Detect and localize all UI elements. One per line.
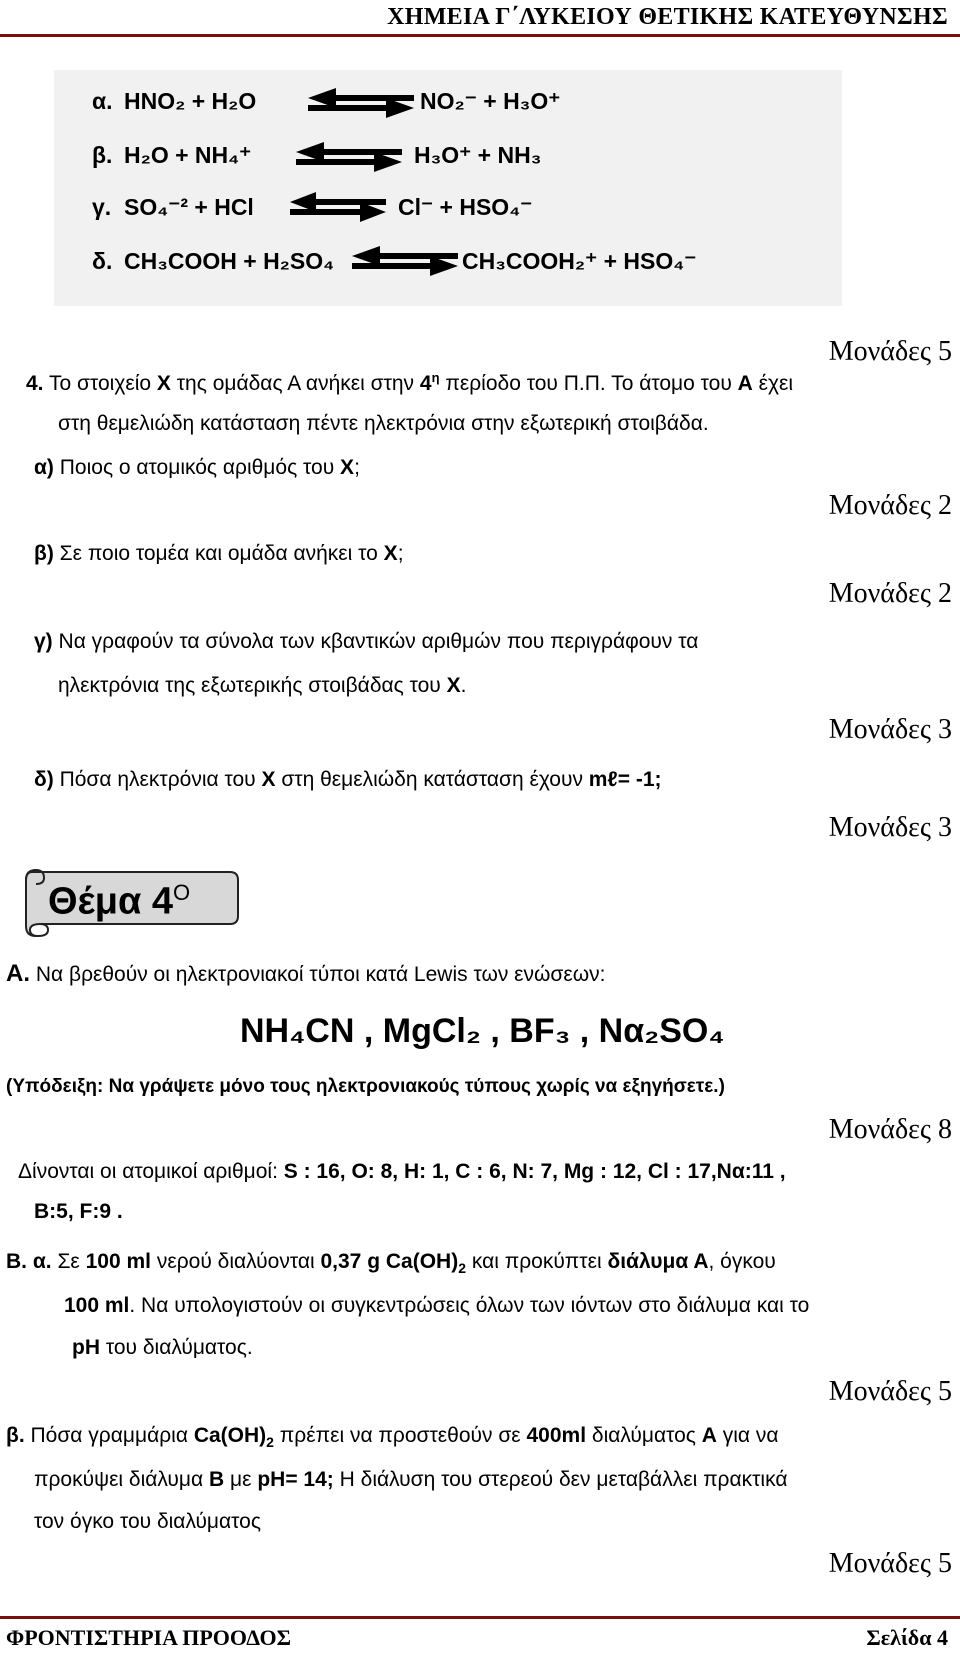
eq-b-right: H₃O⁺ + NH₃ [414,142,542,168]
eq-a-right: NO₂⁻ + H₃O⁺ [420,88,561,114]
eq-c-right: Cl⁻ + HSO₄⁻ [398,194,533,220]
partB-b-line3: τον όγκο του διαλύματος [34,1510,261,1533]
partB-a-line3: pH του διαλύματος. [72,1336,253,1359]
marks-label: Μονάδες 5 [828,1548,952,1579]
q4-c-line1: γ) Να γραφούν τα σύνολα των κβαντικών αριθμών που περιγράφουν τα [34,630,699,653]
eq-d-right: CH₃COOH₂⁺ + HSO₄⁻ [462,248,697,274]
partB-b-line2: προκύψει διάλυμα Β με pH= 14; Η διάλυση του στερεού δεν μεταβάλλει πρακτικά [34,1468,788,1491]
equilibrium-arrow-icon [350,244,460,278]
q4-line1: 4. Το στοιχείο X της ομάδας Α ανήκει στην $4^\eta$ περίοδο του Π.Π. Το άτομο του Α έχει [26,370,794,395]
partA-hint: (Υπόδειξη: Να γράψετε μόνο τους ηλεκτρονιακούς τύπους χωρίς να εξηγήσετε.) [6,1076,725,1097]
header-title: ΧΗΜΕΙΑ Γ΄ΛΥΚΕΙΟΥ ΘΕΤΙΚΗΣ ΚΑΤΕΥΘΥΝΣΗΣ [387,4,948,30]
equilibrium-arrow-icon [288,190,388,224]
q4-d: δ) Πόσα ηλεκτρόνια του X στη θεμελιώδη κατάσταση έχουν mℓ= -1; [34,768,662,791]
eq-a-left: HNO₂ + H₂O [124,88,257,114]
theme-title: Θέμα $4^O$ [48,880,191,923]
eq-b-label: β. [92,142,113,168]
eq-d-left: CH₃COOH + H₂SO₄ [124,248,335,274]
marks-label: Μονάδες 8 [828,1114,952,1145]
theme-banner [22,866,242,938]
eq-c-left: SO₄⁻² + HCl [124,194,254,220]
partB-a-line1: Β. α. Σε 100 ml νερού διαλύονται 0,37 g $Ca(OH)_2$ και προκύπτει διάλυμα Α, όγκου [6,1250,776,1277]
compounds-formula: NH₄CN , MgCl₂ , BF₃ , Να₂SO₄ [240,1012,725,1050]
header-rule [0,34,960,37]
footer-rule [0,1616,960,1619]
marks-label: Μονάδες 5 [828,336,952,367]
marks-label: Μονάδες 2 [828,578,952,609]
given-atomic-numbers-cont: B:5, F:9 . [34,1200,123,1223]
equilibrium-arrow-icon [294,140,404,174]
marks-label: Μονάδες 3 [828,812,952,843]
eq-c-label: γ. [92,194,112,220]
marks-label: Μονάδες 2 [828,490,952,521]
page-number: Σελίδα 4 [866,1625,948,1650]
marks-label: Μονάδες 5 [828,1376,952,1407]
eq-a-label: α. [92,88,113,114]
given-atomic-numbers: Δίνονται οι ατομικοί αριθμοί: S : 16, O: 8, H: 1, C : 6, N: 7, Mg : 12, Cl : 17,Να:11 , [18,1160,786,1183]
footer-left: ΦΡΟΝΤΙΣΤΗΡΙΑ ΠΡΟΟΔΟΣ [6,1625,292,1650]
equations-figure [54,70,842,306]
eq-d-label: δ. [92,248,113,274]
marks-label: Μονάδες 3 [828,714,952,745]
eq-b-left: H₂O + NH₄⁺ [124,142,252,168]
equilibrium-arrow-icon [306,86,416,120]
partA-prompt: Α. Να βρεθούν οι ηλεκτρονιακοί τύποι κατά Lewis των ενώσεων: [6,960,606,987]
partB-a-line2: 100 ml. Να υπολογιστούν οι συγκεντρώσεις όλων των ιόντων στο διάλυμα και το [64,1294,810,1317]
partB-b-line1: β. Πόσα γραμμάρια $Ca(OH)_2$ πρέπει να προστεθούν σε 400ml διαλύματος Α για να [6,1424,779,1451]
q4-a: α) Ποιος ο ατομικός αριθμός του X; [34,456,360,479]
q4-b: β) Σε ποιο τομέα και ομάδα ανήκει το X; [34,542,404,565]
q4-c-line2: ηλεκτρόνια της εξωτερικής στοιβάδας του X. [58,674,467,697]
q4-line2: στη θεμελιώδη κατάσταση πέντε ηλεκτρόνια στην εξωτερική στοιβάδα. [58,412,709,435]
